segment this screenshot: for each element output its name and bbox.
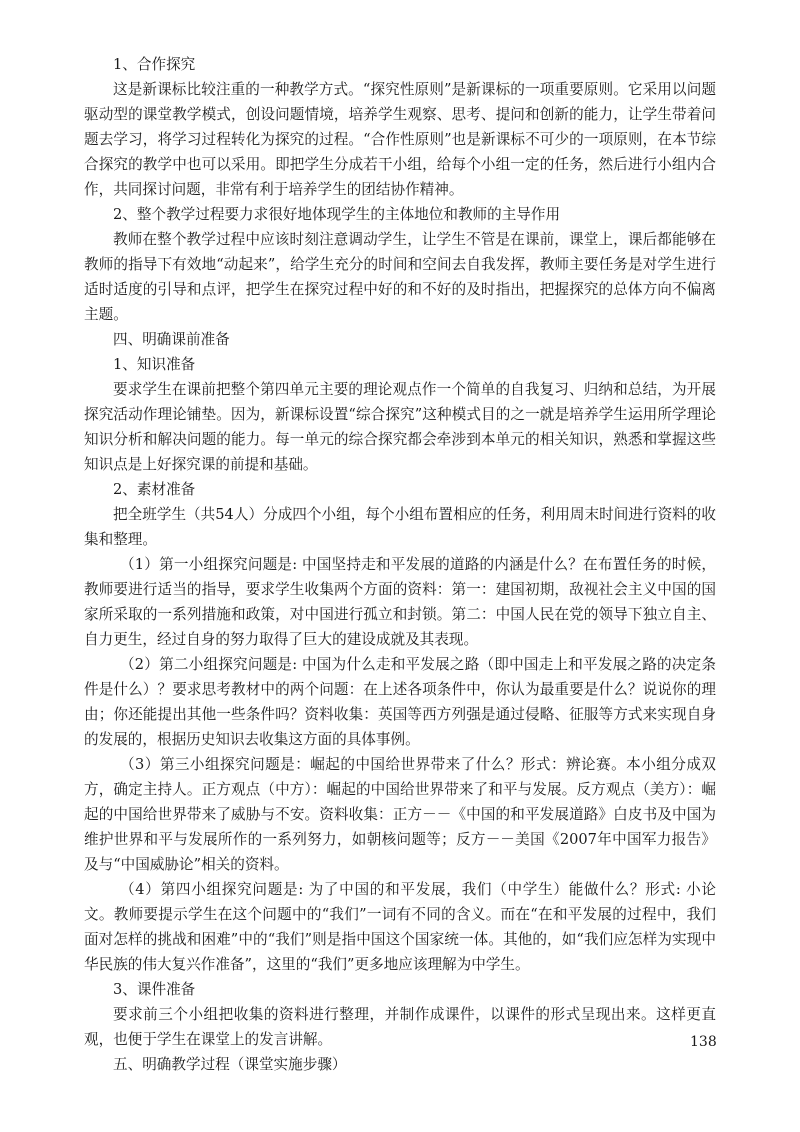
numbered-item: （3）第三小组探究问题是：崛起的中国给世界带来了什么？形式：辨论赛。本小组分成双方，确定主持人。正方观点（中方）：崛起的中国给世界带来了和平与发展。反方观点（美方）：崛起的中国给世界带来了威胁与不安。资料收集：正方－－《中国的和平发展道路》白皮书及中国为维护世界和平与发展所作的一系列努力，如朝核问题等；反方－－美国《2007年中国军力报告》及与“中国威胁论”相关的资料。 (84, 756, 716, 873)
section-heading: 2、整个教学过程要力求很好地体现学生的主体地位和教师的主导作用 (113, 206, 561, 223)
section-heading: 四、明确课前准备 (113, 331, 230, 348)
section-heading: 1、合作探究 (113, 56, 196, 73)
numbered-item: （1）第一小组探究问题是: 中国坚持走和平发展的道路的内涵是什么？在布置任务的时候，教师要进行适当的指导，要求学生收集两个方面的资料：第一：建国初期，敌视社会主义中国的国家所采取的一系列措施和政策，对中国进行孤立和封锁。第二：中国人民在党的领导下独立自主、自力更生，经过自身的努力取得了巨大的建设成就及其表现。 (84, 556, 716, 648)
document-body (84, 52, 716, 1077)
section-heading: 五、明确教学过程（课堂实施步骤） (113, 1056, 347, 1073)
section-heading: 3、课件准备 (113, 981, 196, 998)
section-heading: 1、知识准备 (113, 356, 196, 373)
paragraph: 要求前三个小组把收集的资料进行整理，并制作成课件，以课件的形式呈现出来。这样更直观，也便于学生在课堂上的发言讲解。 (84, 1006, 716, 1048)
section-heading: 2、素材准备 (113, 481, 196, 498)
paragraph: 这是新课标比较注重的一种教学方式。“探究性原则”是新课标的一项重要原则。它采用以问题驱动型的课堂教学模式，创设问题情境，培养学生观察、思考、提问和创新的能力，让学生带着问题去学习，将学习过程转化为探究的过程。“合作性原则”也是新课标不可少的一项原则，在本节综合探究的教学中也可以采用。即把学生分成若干小组，给每个小组一定的任务，然后进行小组内合作，共同探讨问题，非常有利于培养学生的团结协作精神。 (84, 81, 716, 198)
paragraph: 教师在整个教学过程中应该时刻注意调动学生，让学生不管是在课前，课堂上，课后都能够在教师的指导下有效地“动起来”，给学生充分的时间和空间去自我发挥，教师主要任务是对学生进行适时适度的引导和点评，把学生在探究过程中好的和不好的及时指出，把握探究的总体方向不偏离主题。 (84, 231, 716, 323)
page-number: 138 (690, 1034, 717, 1050)
paragraph: 把全班学生（共54人）分成四个小组，每个小组布置相应的任务，利用周末时间进行资料的收集和整理。 (84, 506, 716, 548)
numbered-item: （2）第二小组探究问题是: 中国为什么走和平发展之路（即中国走上和平发展之路的决定条件是什么）？要求思考教材中的两个问题：在上述各项条件中，你认为最重要是什么？说说你的理由；你还能提出其他一些条件吗？资料收集：英国等西方列强是通过侵略、征服等方式来实现自身的发展的，根据历史知识去收集这方面的具体事例。 (84, 656, 716, 748)
paragraph: 要求学生在课前把整个第四单元主要的理论观点作一个简单的自我复习、归纳和总结，为开展探究活动作理论铺垫。因为，新课标设置“综合探究”这种模式目的之一就是培养学生运用所学理论知识分析和解决问题的能力。每一单元的综合探究都会牵涉到本单元的相关知识，熟悉和掌握这些知识点是上好探究课的前提和基础。 (84, 381, 716, 473)
numbered-item: （4）第四小组探究问题是: 为了中国的和平发展，我们（中学生）能做什么？形式: 小论文。教师要提示学生在这个问题中的“我们”一词有不同的含义。而在“在和平发展的过程中，我们面对怎样的挑战和困难”中的“我们”则是指中国这个国家统一体。其他的，如“我们应怎样为实现中华民族的伟大复兴作准备”，这里的“我们”更多地应该理解为中学生。 (84, 881, 716, 973)
